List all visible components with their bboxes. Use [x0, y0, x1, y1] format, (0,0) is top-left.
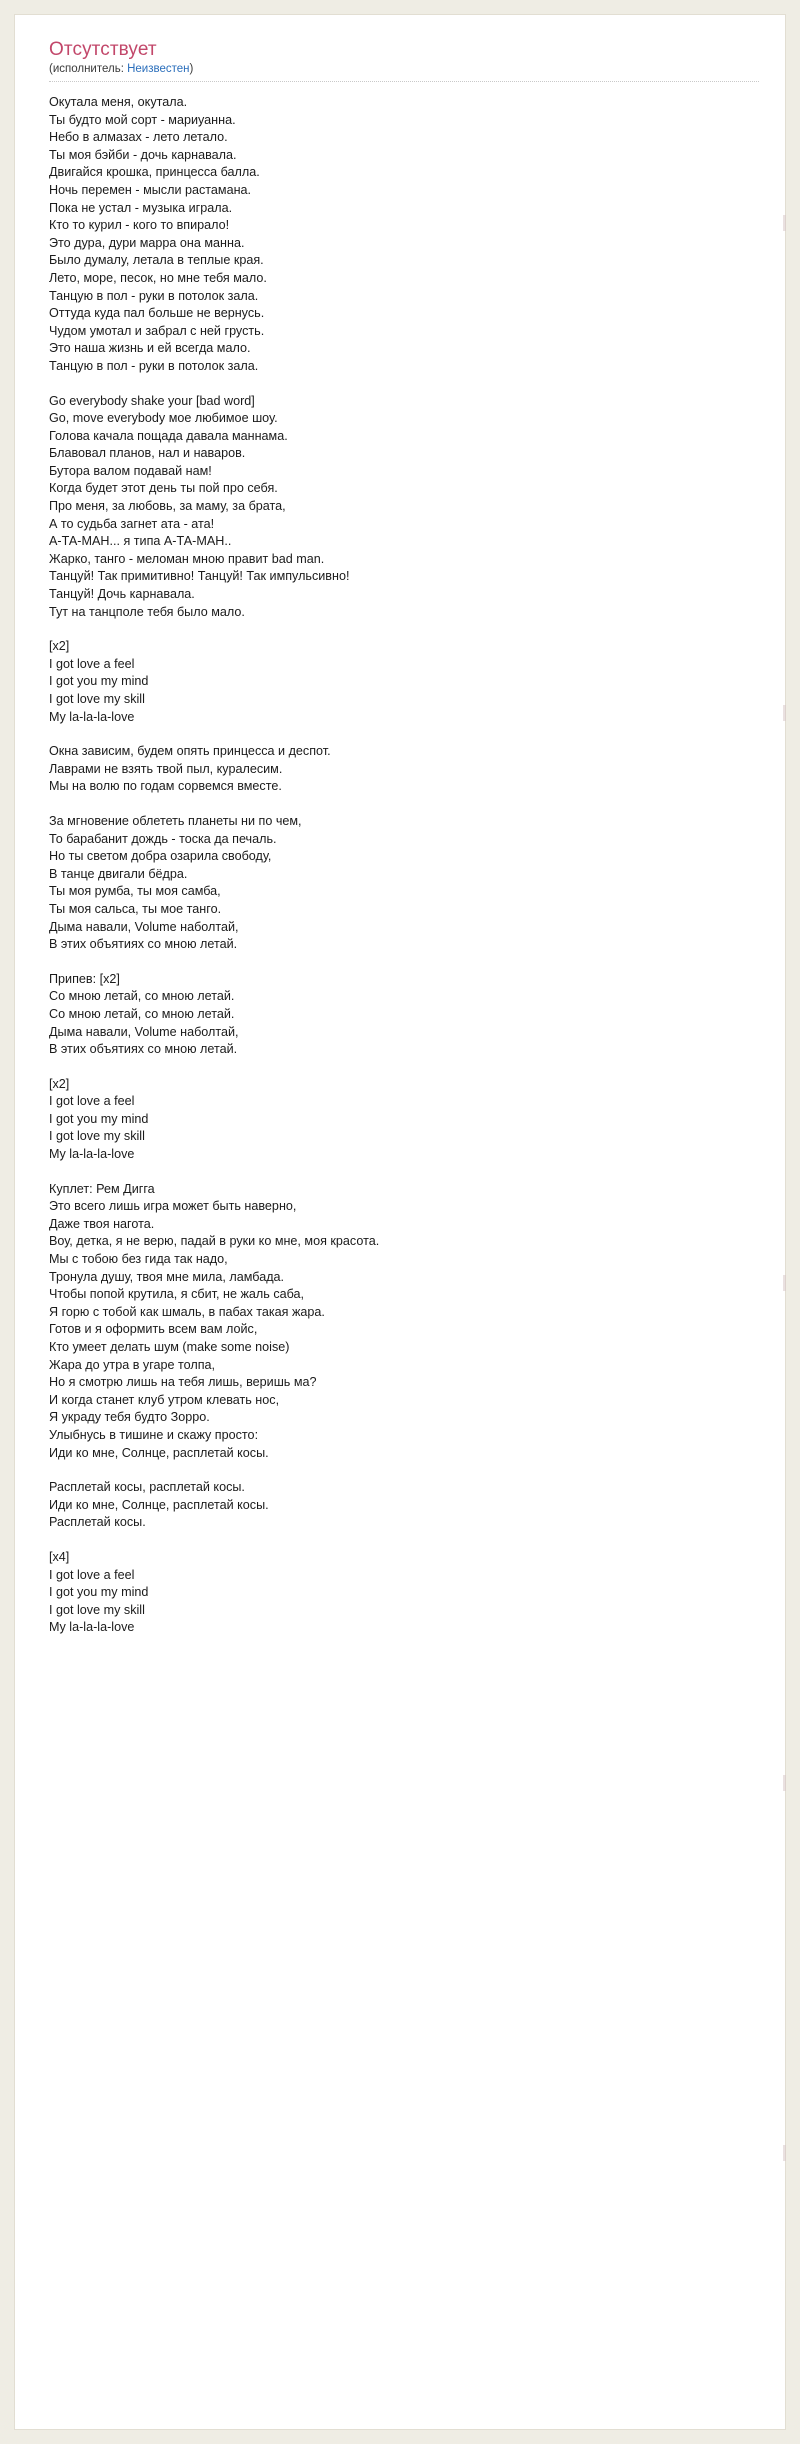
- lyrics-line: Со мною летай, со мною летай.: [49, 989, 235, 1004]
- lyrics-line: Окутала меня, окутала.: [49, 95, 188, 109]
- lyrics-line: А-ТА-МАН... я типа А-ТА-МАН..: [49, 534, 232, 549]
- lyrics-line: Дыма навали, Volume наболтай,: [49, 1024, 239, 1039]
- lyrics-line: Расплетай косы, расплетай косы.: [49, 1480, 245, 1495]
- lyrics-line: Кто умеет делать шум (make some noise): [49, 1340, 290, 1354]
- lyrics-line: Небо в алмазах - лето летало.: [49, 130, 228, 145]
- lyrics-line: Иди ко мне, Солнце, расплетай косы.: [49, 1445, 269, 1460]
- lyrics-line: Про меня, за любовь, за маму, за брата,: [49, 499, 286, 514]
- lyrics-line: I got love a feel: [49, 1094, 135, 1109]
- lyrics-line: Это наша жизнь и ей всегда мало.: [49, 341, 251, 356]
- lyrics-line: Танцуй! Дочь карнавала.: [49, 587, 195, 602]
- lyrics-line: Чудом умотал и забрал с ней грусть.: [49, 323, 265, 338]
- lyrics-line: Воу, детка, я не верю, падай в руки ко мне, моя красота.: [49, 1234, 380, 1249]
- lyrics-stanza: [49, 1076, 759, 1164]
- lyrics-line: И когда станет клуб утром клевать нос,: [49, 1392, 280, 1407]
- lyrics-line: Тронула душу, твоя мне мила, ламбада.: [49, 1269, 285, 1284]
- lyrics-line: Ты моя румба, ты моя самба,: [49, 884, 221, 899]
- lyrics-line: Жара до утра в угаре толпа,: [49, 1357, 216, 1372]
- lyrics-stanza: [49, 743, 759, 796]
- lyrics-line: Лето, море, песок, но мне тебя мало.: [49, 270, 267, 285]
- lyrics-line: Блавовал планов, нал и наваров.: [49, 446, 246, 461]
- lyrics-line: Это дура, дури марра она манна.: [49, 235, 245, 250]
- lyrics-line: I got love my skill: [49, 1602, 145, 1617]
- lyrics-line: I got you my mind: [49, 674, 149, 689]
- song-title: Отсутствует: [49, 39, 157, 60]
- scan-edge-mark: [783, 215, 786, 231]
- scan-edge-mark: [783, 1275, 786, 1291]
- lyrics-line: I got love a feel: [49, 1567, 135, 1582]
- lyrics-sheet: [14, 14, 786, 2430]
- lyrics-stanza: [49, 638, 759, 726]
- lyrics-line: Окна зависим, будем опять принцесса и деспот.: [49, 744, 331, 759]
- lyrics-line: В этих объятиях со мною летай.: [49, 1042, 238, 1057]
- lyrics-stanza: [49, 971, 759, 1059]
- lyrics-line: В танце двигали бёдра.: [49, 866, 188, 881]
- lyrics-text: [49, 94, 759, 1637]
- lyrics-line: Я украду тебя будто Зорро.: [49, 1410, 210, 1425]
- lyrics-stanza: [49, 94, 759, 376]
- lyrics-line: Кто то курил - кого то впирало!: [49, 218, 230, 233]
- lyrics-line: Даже твоя нагота.: [49, 1216, 155, 1231]
- scan-edge-mark: [783, 1775, 786, 1791]
- lyrics-line: Когда будет этот день ты пой про себя.: [49, 481, 278, 496]
- lyrics-line: Танцую в пол - руки в потолок зала.: [49, 288, 259, 303]
- lyrics-line: Куплет: Рем Дигга: [49, 1181, 155, 1196]
- lyrics-line: Припев: [x2]: [49, 971, 120, 986]
- lyrics-line: I got love my skill: [49, 692, 145, 706]
- performer-link[interactable]: Неизвестен: [127, 63, 190, 75]
- lyrics-line: Иди ко мне, Солнце, расплетай косы.: [49, 1497, 269, 1512]
- lyrics-line: I got love a feel: [49, 656, 135, 671]
- lyrics-line: Мы на волю по годам сорвемся вместе.: [49, 779, 282, 794]
- lyrics-line: Чтобы попой крутила, я сбит, не жаль саба,: [49, 1287, 305, 1302]
- lyrics-line: Пока не устал - музыка играла.: [49, 200, 233, 215]
- lyrics-line: Танцую в пол - руки в потолок зала.: [49, 358, 259, 373]
- lyrics-line: То барабанит дождь - тоска да печаль.: [49, 831, 277, 846]
- lyrics-stanza: [49, 813, 759, 954]
- lyrics-line: I got you my mind: [49, 1585, 149, 1600]
- lyrics-line: В этих объятиях со мною летай.: [49, 937, 238, 952]
- lyrics-line: Но ты светом добра озарила свободу,: [49, 849, 272, 864]
- lyrics-line: My la-la-la-love: [49, 1620, 135, 1635]
- performer-prefix: (исполнитель:: [49, 63, 128, 75]
- lyrics-line: А то судьба загнет ата - ата!: [49, 516, 215, 531]
- lyrics-line: Дыма навали, Volume наболтай,: [49, 919, 239, 934]
- lyrics-line: Это всего лишь игра может быть наверно,: [49, 1199, 297, 1214]
- lyrics-line: Бутора валом подавай нам!: [49, 463, 212, 478]
- lyrics-line: Мы с тобою без гида так надо,: [49, 1252, 228, 1267]
- lyrics-line: My la-la-la-love: [49, 709, 135, 724]
- lyrics-line: Со мною летай, со мною летай.: [49, 1006, 235, 1021]
- lyrics-line: Ты будто мой сорт - мариуанна.: [49, 112, 236, 127]
- lyrics-line: Ты моя бэйби - дочь карнавала.: [49, 147, 237, 162]
- lyrics-line: I got love my skill: [49, 1129, 145, 1144]
- lyrics-line: Лаврами не взять твой пыл, куралесим.: [49, 761, 283, 776]
- lyrics-line: I got you my mind: [49, 1111, 149, 1126]
- lyrics-stanza: [49, 1181, 759, 1463]
- performer-suffix: ): [189, 63, 194, 75]
- lyrics-line: Танцуй! Так примитивно! Танцуй! Так импульсивно!: [49, 569, 350, 584]
- lyrics-line: [x2]: [49, 639, 70, 654]
- lyrics-stanza: [49, 393, 759, 622]
- lyrics-line: Тут на танцполе тебя было мало.: [49, 604, 245, 619]
- lyrics-line: [x2]: [49, 1076, 70, 1091]
- lyrics-line: За мгновение облететь планеты ни по чем,: [49, 813, 302, 828]
- lyrics-line: My la-la-la-love: [49, 1147, 135, 1162]
- lyrics-line: Расплетай косы.: [49, 1515, 146, 1530]
- lyrics-line: Go, move everybody мое любимое шоу.: [49, 411, 278, 426]
- lyrics-stanza: [49, 1479, 759, 1532]
- lyrics-stanza: [49, 1549, 759, 1637]
- lyrics-line: Двигайся крошка, принцесса балла.: [49, 165, 260, 180]
- lyrics-line: Ты моя сальса, ты мое танго.: [49, 901, 222, 916]
- lyrics-line: [x4]: [49, 1549, 70, 1564]
- lyrics-line: Я горю с тобой как шмаль, в пабах такая жара.: [49, 1304, 325, 1319]
- lyrics-line: Улыбнусь в тишине и скажу просто:: [49, 1427, 259, 1442]
- performer-line: [49, 63, 759, 75]
- lyrics-line: Жарко, танго - меломан мною правит bad man.: [49, 551, 325, 566]
- lyrics-line: Было думалу, летала в теплые края.: [49, 253, 264, 268]
- scan-edge-mark: [783, 705, 786, 721]
- lyrics-line: Go everybody shake your [bad word]: [49, 393, 255, 408]
- lyrics-line: Оттуда куда пал больше не вернусь.: [49, 306, 265, 321]
- scan-edge-mark: [783, 2145, 786, 2161]
- lyrics-line: Но я смотрю лишь на тебя лишь, веришь ма?: [49, 1375, 317, 1390]
- lyrics-line: Голова качала пощада давала маннама.: [49, 428, 288, 443]
- lyrics-line: Ночь перемен - мысли растамана.: [49, 182, 252, 197]
- header-divider: [49, 81, 759, 82]
- lyrics-line: Готов и я оформить всем вам лойс,: [49, 1322, 258, 1337]
